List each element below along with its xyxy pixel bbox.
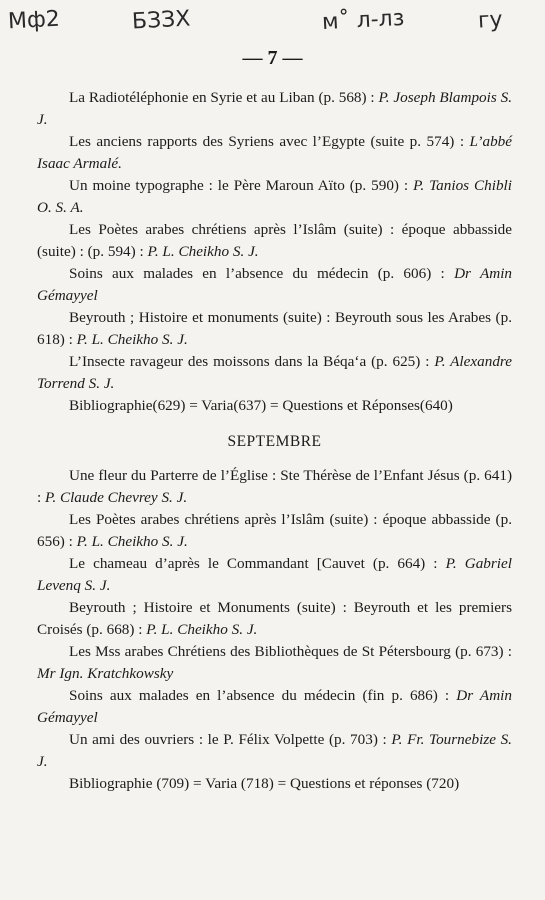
entry-title: Les anciens rapports des Syriens avec l’Egypte (suite p. 574) : [69, 133, 470, 150]
entry-title: Les Poètes arabes chrétiens après l’Islâm (suite) : époque abbasside (suite) : (p. 594) : [37, 221, 512, 260]
toc-entry-bibliography [37, 773, 512, 795]
toc-entry [37, 509, 512, 553]
month-heading-september: SEPTEMBRE [227, 433, 322, 450]
toc-entry [37, 351, 512, 395]
handwritten-annotation-3: м˚ л-лз [321, 5, 405, 36]
entry-title: Un moine typographe : le Père Maroun Aïto (p. 590) : [69, 177, 414, 194]
entry-author: P. L. Cheikho S. J. [76, 533, 188, 550]
entry-author: P. Fr. Tournebize S. J. [37, 731, 512, 770]
entry-title: Bibliographie(629) = Varia(637) = Questions et Réponses(640) [69, 397, 453, 414]
entry-author: P. Alexandre Torrend S. J. [37, 353, 512, 392]
entry-title: Une fleur du Parterre de l’Église : Ste Thérèse de l’Enfant Jésus (p. 641) : [37, 467, 512, 506]
entry-author: Dr Amin Gémayyel [37, 687, 512, 726]
entry-title: Un ami des ouvriers : le P. Félix Volpette (p. 703) : [69, 731, 392, 748]
toc-entry [37, 307, 512, 351]
handwritten-annotation-1: Мф2 [7, 6, 61, 35]
entry-author: P. Claude Chevrey S. J. [45, 489, 188, 506]
section-september [37, 465, 512, 795]
entry-author: P. L. Cheikho S. J. [147, 243, 259, 260]
entry-author: P. L. Cheikho S. J. [76, 331, 188, 348]
entry-author: Dr Amin Gémayyel [37, 265, 513, 304]
entry-title: Le chameau d’après le Commandant [Cauvet (p. 664) : [69, 555, 446, 572]
handwritten-annotation-4: гу [477, 7, 504, 34]
toc-entry [37, 729, 512, 773]
entry-author: P. Gabriel Levenq S. J. [37, 555, 512, 594]
toc-entry [37, 641, 512, 685]
toc-entry [37, 263, 512, 307]
entry-title: Les Mss arabes Chrétiens des Bibliothèques de St Pétersbourg (p. 673) : [69, 643, 512, 660]
toc-entry [37, 87, 512, 131]
toc-entry [37, 175, 512, 219]
toc-entry [37, 597, 512, 641]
section-august [37, 87, 512, 417]
entry-title: Beyrouth ; Histoire et Monuments (suite) : Beyrouth et les premiers Croisés (p. 668) : [37, 599, 512, 638]
entry-author: P. L. Cheikho S. J. [146, 621, 258, 638]
toc-entry [37, 465, 512, 509]
entry-title: Beyrouth ; Histoire et monuments (suite) : Beyrouth sous les Arabes (p. 618) : [37, 309, 512, 348]
entry-title: La Radiotéléphonie en Syrie et au Liban (p. 568) : [69, 89, 379, 106]
toc-entry [37, 685, 512, 729]
toc-entry [37, 219, 512, 263]
entry-author: P. Tanios Chibli O. S. A. [37, 177, 512, 216]
toc-entry [37, 131, 512, 175]
page-number: — 7 — [242, 47, 303, 69]
entry-author: Mr Ign. Kratchkowsky [37, 665, 174, 682]
entry-author: L’abbé Isaac Armalé. [37, 133, 512, 172]
entry-title: L’Insecte ravageur des moissons dans la Béqa‘a (p. 625) : [69, 353, 435, 370]
table-of-contents [37, 87, 512, 795]
entry-title: Soins aux malades en l’absence du médecin (fin p. 686) : [69, 687, 457, 704]
entry-title: Les Poètes arabes chrétiens après l’Islâm (suite) : époque abbasside (p. 656) : [37, 511, 512, 550]
toc-entry-bibliography [37, 395, 512, 417]
entry-title: Soins aux malades en l’absence du médecin (p. 606) : [69, 265, 455, 282]
entry-title: Bibliographie (709) = Varia (718) = Questions et réponses (720) [69, 775, 460, 792]
entry-author: P. Joseph Blampois S. J. [37, 89, 512, 128]
toc-entry [37, 553, 512, 597]
handwritten-annotation-2: БЗЗХ [131, 6, 191, 35]
